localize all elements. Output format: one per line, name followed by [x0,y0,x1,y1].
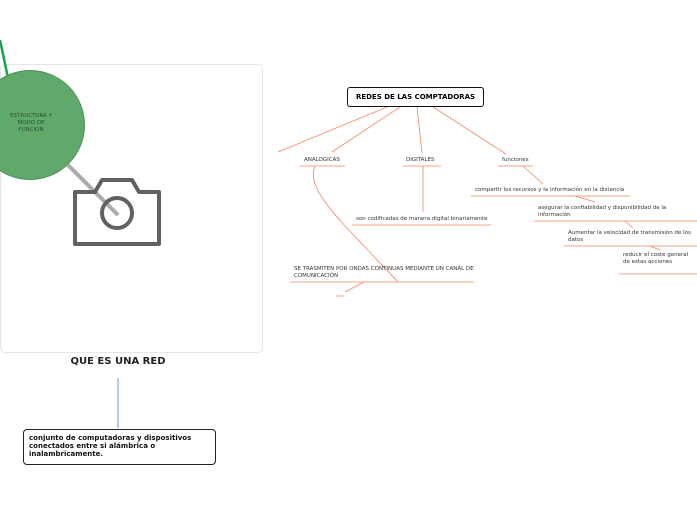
node-analogicas[interactable]: ANALOGICAS [304,157,340,163]
node-digitales[interactable]: DIGITALES [406,157,435,163]
definition-node[interactable]: conjunto de computadoras y dispositivos conectados entre si alámbrica o inalambricamente. [23,429,216,465]
central-topic-title[interactable]: QUE ES UNA RED [70,356,166,367]
green-branch-line [0,40,8,78]
node-funcion-2[interactable]: asegurar la confiabilidad y disponibilidad de la información [538,205,667,218]
node-funcion-1[interactable]: compartir los recursos y la información en la distancia [475,187,625,193]
node-funcion-3[interactable]: Aumentar la velocidad de transmisión de los datos [568,230,691,243]
topic-circle[interactable]: ESTRUCTURA Y MODO DE FUNCION [0,70,85,180]
node-digitales-detail[interactable]: son codificadas de manera digital binariamente [356,216,488,222]
node-funcion-4[interactable]: reducir el coste general de estas acciones [623,252,689,265]
root-node[interactable]: REDES DE LAS COMPTADORAS [347,87,484,107]
node-analogicas-detail[interactable]: SE TRASMITEN POR ONDAS CONTINUAS MEDIANTE UN CANAL DE COMUNICACIÓN [294,266,474,279]
node-funciones[interactable]: funciones [502,157,529,163]
